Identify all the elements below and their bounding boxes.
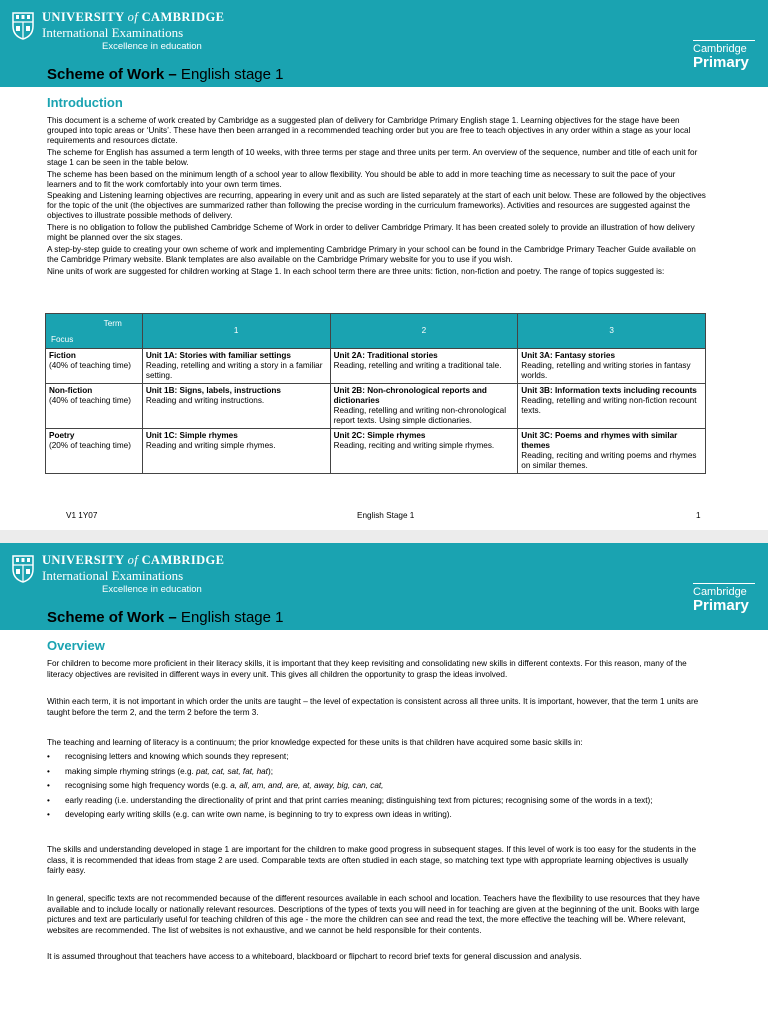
excellence-tagline: Excellence in education [102,41,202,52]
unit-cell: Unit 2A: Traditional stories Reading, retelling and writing a traditional tale. [330,349,518,384]
unit-cell: Unit 2B: Non-chronological reports and dictionaries Reading, retelling and writing non-chronological report texts. Using simple dictionaries. [330,384,518,429]
overview-paragraph: For children to become more proficient in their literacy skills, it is important that they keep revisiting and consolidating new skills in different contexts. For this reason, many of the literacy objectives are revisited in different ways in every unit. This gives all children the opportunity to grasp the ideas involved. [47,659,687,679]
page-divider [0,530,768,543]
list-item: • recognising letters and knowing which sounds they represent; [47,752,707,763]
footer-version: V1 1Y07 [66,511,98,520]
excellence-tagline: Excellence in education [102,584,202,595]
page-2 [0,543,768,1024]
paragraph: The scheme has been based on the minimum length of a school year to allow flexibility. You should be able to add in more teaching time as necessary to suit the pace of your learners and to fit the work comfortably into your own term times. [47,169,676,189]
ie-name: International Examinations [42,568,184,583]
unit-cell: Unit 3A: Fantasy stories Reading, retelling and writing stories in fantasy worlds. [518,349,706,384]
paragraph: A step-by-step guide to creating your own scheme of work and implementing Cambridge Primary in your school can be found in the Cambridge Primary Teacher Guide available on the Cambridge Primary website. Blank templates are also available on the Cambridge Primary website for you to use if you wish. [47,244,696,264]
unit-cell: Unit 3B: Information texts including recounts Reading, retelling and writing non-fiction recount texts. [518,384,706,429]
list-item: • developing early writing skills (e.g. can write own name, is beginning to try to express own ideas in writing). [47,810,707,821]
term-header: 1 [142,314,330,349]
term-header: 3 [518,314,706,349]
table-row [46,349,706,384]
header-banner [0,543,768,630]
table-row [46,429,706,474]
term-header: 2 [330,314,518,349]
document-title: Scheme of Work – English stage 1 [47,66,284,83]
overview-heading: Overview [47,638,105,653]
cambridge-primary-logo: Cambridge Primary [693,40,755,71]
paragraph: Nine units of work are suggested for children working at Stage 1. In each school term there are three units: fiction, non-fiction and poetry. The range of topics suggested is: [47,266,665,276]
overview-paragraph: It is assumed throughout that teachers have access to a whiteboard, blackboard or flipchart to record brief texts for general discussion and analysis. [47,952,582,961]
list-item: • making simple rhyming strings (e.g. pat, cat, sat, fat, hat); [47,767,707,778]
unit-cell: Unit 1C: Simple rhymes Reading and writing simple rhymes. [142,429,330,474]
focus-cell: Non-fiction (40% of teaching time) [46,384,143,429]
unit-cell: Unit 1A: Stories with familiar settings Reading, retelling and writing a story in a familiar setting. [142,349,330,384]
page-number: 1 [696,511,701,520]
overview-paragraph: The teaching and learning of literacy is a continuum; the prior knowledge expected for these units is that children have acquired some basic skills in: [47,738,583,747]
table-header-row [46,314,706,349]
footer-title: English Stage 1 [357,511,415,520]
paragraph: The scheme for English has assumed a term length of 10 weeks, with three terms per stage and three units per term. An overview of the sequence, number and title of each unit for stage 1 can be seen in the table below. [47,147,698,167]
table-row [46,384,706,429]
introduction-heading: Introduction [47,95,123,110]
overview-paragraph: Within each term, it is not important in which order the units are taught – the level of expectation is consistent across all three units. It is important, however, that the term 1 units are taught before the term 2, and the term 2 before the term 3. [47,697,699,717]
university-name: UNIVERSITY of CAMBRIDGE [42,10,225,24]
unit-cell: Unit 2C: Simple rhymes Reading, reciting and writing simple rhymes. [330,429,518,474]
focus-cell: Poetry (20% of teaching time) [46,429,143,474]
overview-paragraph: The skills and understanding developed in stage 1 are important for the children to make good progress in subsequent stages. If this level of work is too easy for the students in the class, it is recommended that ideas from stage 2 are used. Comparable texts are often studied in each stage, so matching text type with appropriate learning objectives is usually fairly easy. [47,845,697,875]
paragraph: This document is a scheme of work created by Cambridge as a suggested plan of delivery for Cambridge Primary English stage 1. Learning objectives for the stage have been grouped into topic areas or ‘Units’. These have then been arranged in a recommended teaching order but you are free to teach objectives in any order within a stage as your local requirements and resources dictate. [47,116,691,145]
units-table [45,313,706,474]
unit-cell: Unit 1B: Signs, labels, instructions Reading and writing instructions. [142,384,330,429]
introduction-text [47,116,707,279]
cambridge-primary-logo: Cambridge Primary [693,583,755,614]
focus-cell: Fiction (40% of teaching time) [46,349,143,384]
university-name: UNIVERSITY of CAMBRIDGE [42,553,225,567]
crest-icon [12,555,34,583]
list-item: • recognising some high frequency words (e.g. a, all, am, and, are, at, away, big, can, cat, [47,781,707,792]
header-banner [0,0,768,87]
term-focus-header: Term Focus [46,314,143,349]
overview-paragraph: In general, specific texts are not recommended because of the different resources available in each school and location. Teachers have the flexibility to use resources that they have available and to include locally or nationally relevant resources. Descriptions of the types of texts you will need in for teaching are given at the beginning of the unit. Books with large pictures and text are particularly useful for teaching children of this age - the more the children can see and read the text, the more effective the teaching will be. Where relevant, websites are recommended. The list of websites is not exhaustive, and we cannot be held responsible for their contents. [47,894,700,935]
unit-cell: Unit 3C: Poems and rhymes with similar themes Reading, reciting and writing poems and rhymes on similar themes. [518,429,706,474]
paragraph: Speaking and Listening learning objectives are recurring, appearing in every unit and as such are listed separately at the start of each unit below. These are followed by the objectives for the topic of the unit (the objectives are summarized rather than following the precise wording in the curriculum frameworks). Activities and resources are suggested against the objectives to illustrate possible methods of delivery. [47,191,706,221]
paragraph: There is no obligation to follow the published Cambridge Scheme of Work in order to deliver Cambridge Primary. It has been created solely to provide an illustration of how delivery might be planned over the six stages. [47,223,695,243]
skills-list [47,752,707,825]
document-title: Scheme of Work – English stage 1 [47,609,284,626]
list-item: • early reading (i.e. understanding the directionality of print and that print carries meaning; distinguishing text from pictures; recognising some of the words in a text); [47,796,707,807]
crest-icon [12,12,34,40]
ie-name: International Examinations [42,25,184,40]
